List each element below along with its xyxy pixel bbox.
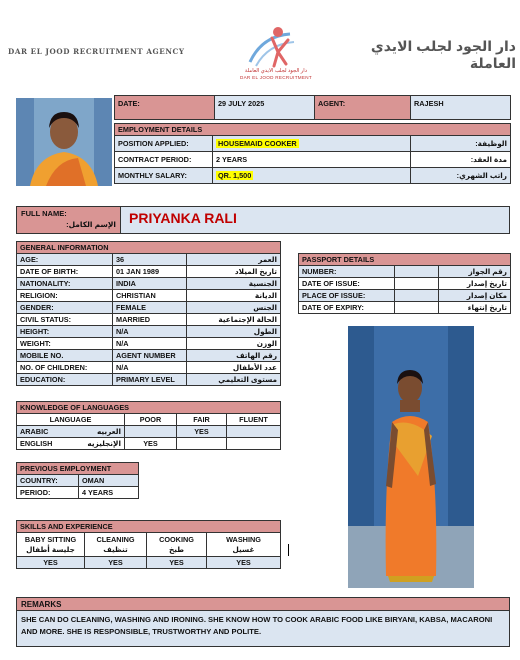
general-info-label: DATE OF BIRTH: <box>17 266 113 278</box>
skill-cooking-en: COOKING <box>159 534 194 544</box>
logo-caption-ar: دار الجود لجلب الايدي العاملة <box>244 68 308 74</box>
prev-country-value: OMAN <box>79 475 139 487</box>
general-info-label: RELIGION: <box>17 290 113 302</box>
agency-name-en: DAR EL JOOD RECRUITMENT AGENCY <box>8 47 185 56</box>
previous-employment-table <box>16 462 139 499</box>
lang-english-poor: YES <box>125 438 177 450</box>
passport-row <box>299 278 511 290</box>
skill-baby-sitting-value: YES <box>17 557 85 569</box>
position-value-text: HOUSEMAID COOKER <box>218 139 297 148</box>
lang-english <box>17 438 125 450</box>
skill-baby-sitting-en: BABY SITTING <box>24 534 77 544</box>
passport-row <box>299 290 511 302</box>
salary-value-text: QR. 1,500 <box>218 171 252 180</box>
skill-cleaning-en: CLEANING <box>96 534 135 544</box>
general-info-value: N/A <box>113 326 187 338</box>
passport-label: DATE OF ISSUE: <box>299 278 395 290</box>
position-label: POSITION APPLIED: <box>115 136 213 152</box>
general-info-row <box>17 350 281 362</box>
top-info-table <box>114 95 511 120</box>
remarks-text: SHE CAN DO CLEANING, WASHING AND IRONING. SHE KNOW HOW TO COOK ARABIC FOOD LIKE BIRYANI, KABSA, MACARONI AND MORE. SHE IS RESPONSIBLE, TRUSTWORTHY AND POLITE. <box>16 611 510 647</box>
lang-arabic-poor <box>125 426 177 438</box>
general-info-ar: الطول <box>187 326 281 338</box>
passport-label: NUMBER: <box>299 266 395 278</box>
prev-emp-title: PREVIOUS EMPLOYMENT <box>17 463 139 475</box>
salary-label-ar: راتب الشهري: <box>411 168 511 184</box>
lang-header-poor: POOR <box>125 414 177 426</box>
general-info-label: CIVIL STATUS: <box>17 314 113 326</box>
general-info-label: HEIGHT: <box>17 326 113 338</box>
skill-cleaning-ar: تنظيف <box>103 544 128 554</box>
skill-cleaning <box>85 533 147 557</box>
passport-value <box>395 290 439 302</box>
agency-name-ar: دار الجود لجلب الايدي العاملة <box>370 38 516 71</box>
general-info-row <box>17 314 281 326</box>
lang-arabic <box>17 426 125 438</box>
skill-cooking <box>147 533 207 557</box>
general-info-value: FEMALE <box>113 302 187 314</box>
general-info-ar: الحالة الإجتماعية <box>187 314 281 326</box>
general-info-row <box>17 374 281 386</box>
lang-english-ar: الإنجليزيه <box>87 439 121 448</box>
lang-arabic-fair: YES <box>177 426 227 438</box>
text-cursor <box>288 544 289 556</box>
passport-ar: تاريخ إصدار <box>439 278 511 290</box>
general-info-value: AGENT NUMBER <box>113 350 187 362</box>
skill-washing-value: YES <box>207 557 281 569</box>
agent-label: AGENT: <box>315 96 411 120</box>
skill-washing <box>207 533 281 557</box>
contract-label: CONTRACT PERIOD: <box>115 152 213 168</box>
date-value: 29 JULY 2025 <box>215 96 315 120</box>
contract-label-ar: مدة العقد: <box>411 152 511 168</box>
passport-value <box>395 302 439 314</box>
skills-table <box>16 520 281 569</box>
general-info-ar: العمر <box>187 254 281 266</box>
employment-table <box>114 123 511 184</box>
position-label-ar: الوظيفة: <box>411 136 511 152</box>
languages-table <box>16 401 281 450</box>
general-info-value: 36 <box>113 254 187 266</box>
general-info-ar: عدد الأطفال <box>187 362 281 374</box>
general-info-ar: الوزن <box>187 338 281 350</box>
skill-washing-ar: غسيل <box>232 544 255 554</box>
remarks-title: REMARKS <box>16 597 510 611</box>
lang-english-en: ENGLISH <box>20 439 53 448</box>
lang-arabic-ar: العربيه <box>96 427 121 436</box>
prev-period-label: PERIOD: <box>17 487 79 499</box>
passport-ar: تاريخ إنتهاء <box>439 302 511 314</box>
general-info-value: CHRISTIAN <box>113 290 187 302</box>
general-info-value: INDIA <box>113 278 187 290</box>
general-info-row <box>17 290 281 302</box>
general-info-ar: تاريخ الميلاد <box>187 266 281 278</box>
lang-arabic-en: ARABIC <box>20 427 49 436</box>
general-info-value: PRIMARY LEVEL <box>113 374 187 386</box>
general-info-value: N/A <box>113 338 187 350</box>
candidate-photo-small <box>16 98 112 186</box>
employment-title: EMPLOYMENT DETAILS <box>115 124 511 136</box>
full-name-label-ar: الإسم الكامل: <box>66 220 116 229</box>
general-info-label: AGE: <box>17 254 113 266</box>
full-name-label: FULL NAME: <box>21 209 67 218</box>
passport-table <box>298 253 511 314</box>
skill-washing-en: WASHING <box>226 534 261 544</box>
general-info-label: WEIGHT: <box>17 338 113 350</box>
general-info-ar: الجنسية <box>187 278 281 290</box>
general-info-row <box>17 302 281 314</box>
passport-row <box>299 266 511 278</box>
contract-value: 2 YEARS <box>213 152 411 168</box>
salary-value <box>213 168 411 184</box>
general-info-row <box>17 338 281 350</box>
passport-label: DATE OF EXPIRY: <box>299 302 395 314</box>
passport-ar: مكان إصدار <box>439 290 511 302</box>
date-label: DATE: <box>115 96 215 120</box>
general-info-label: MOBILE NO. <box>17 350 113 362</box>
skill-cooking-value: YES <box>147 557 207 569</box>
skill-baby-sitting <box>17 533 85 557</box>
general-info-row <box>17 278 281 290</box>
prev-country-label: COUNTRY: <box>17 475 79 487</box>
general-info-row <box>17 326 281 338</box>
lang-english-fair <box>177 438 227 450</box>
lang-english-fluent <box>227 438 281 450</box>
general-info-ar: مستوى التعليمي <box>187 374 281 386</box>
general-info-label: NATIONALITY: <box>17 278 113 290</box>
lang-arabic-fluent <box>227 426 281 438</box>
general-info-table <box>16 241 281 386</box>
general-info-value: MARRIED <box>113 314 187 326</box>
full-name-value: PRIYANKA RALI <box>129 210 237 226</box>
lang-header-fair: FAIR <box>177 414 227 426</box>
general-info-row <box>17 254 281 266</box>
agent-value: RAJESH <box>411 96 511 120</box>
passport-value <box>395 266 439 278</box>
lang-header-language: LANGUAGE <box>17 414 125 426</box>
logo-caption-en: DAR EL JOOD RECRUITMENT <box>239 75 313 80</box>
skill-cooking-ar: طبخ <box>168 544 185 554</box>
passport-value <box>395 278 439 290</box>
skills-title: SKILLS AND EXPERIENCE <box>17 521 281 533</box>
general-info-label: EDUCATION: <box>17 374 113 386</box>
lang-header-fluent: FLUENT <box>227 414 281 426</box>
general-info-label: NO. OF CHILDREN: <box>17 362 113 374</box>
general-title: GENERAL INFORMATION <box>17 242 281 254</box>
general-info-ar: رقم الهاتف <box>187 350 281 362</box>
passport-row <box>299 302 511 314</box>
salary-label: MONTHLY SALARY: <box>115 168 213 184</box>
position-value <box>213 136 411 152</box>
general-info-ar: الديانة <box>187 290 281 302</box>
general-info-value: 01 JAN 1989 <box>113 266 187 278</box>
general-info-label: GENDER: <box>17 302 113 314</box>
general-info-value: N/A <box>113 362 187 374</box>
full-name-label-box <box>17 207 121 233</box>
passport-ar: رقم الجواز <box>439 266 511 278</box>
general-info-row <box>17 266 281 278</box>
general-info-ar: الجنس <box>187 302 281 314</box>
languages-title: KNOWLEDGE OF LANGUAGES <box>17 402 281 414</box>
passport-label: PLACE OF ISSUE: <box>299 290 395 302</box>
prev-period-value: 4 YEARS <box>79 487 139 499</box>
full-name-box <box>16 206 510 234</box>
candidate-photo-full <box>348 326 474 588</box>
skill-baby-sitting-ar: جليسة أطفال <box>26 544 75 554</box>
passport-title: PASSPORT DETAILS <box>299 254 511 266</box>
general-info-row <box>17 362 281 374</box>
skill-cleaning-value: YES <box>85 557 147 569</box>
